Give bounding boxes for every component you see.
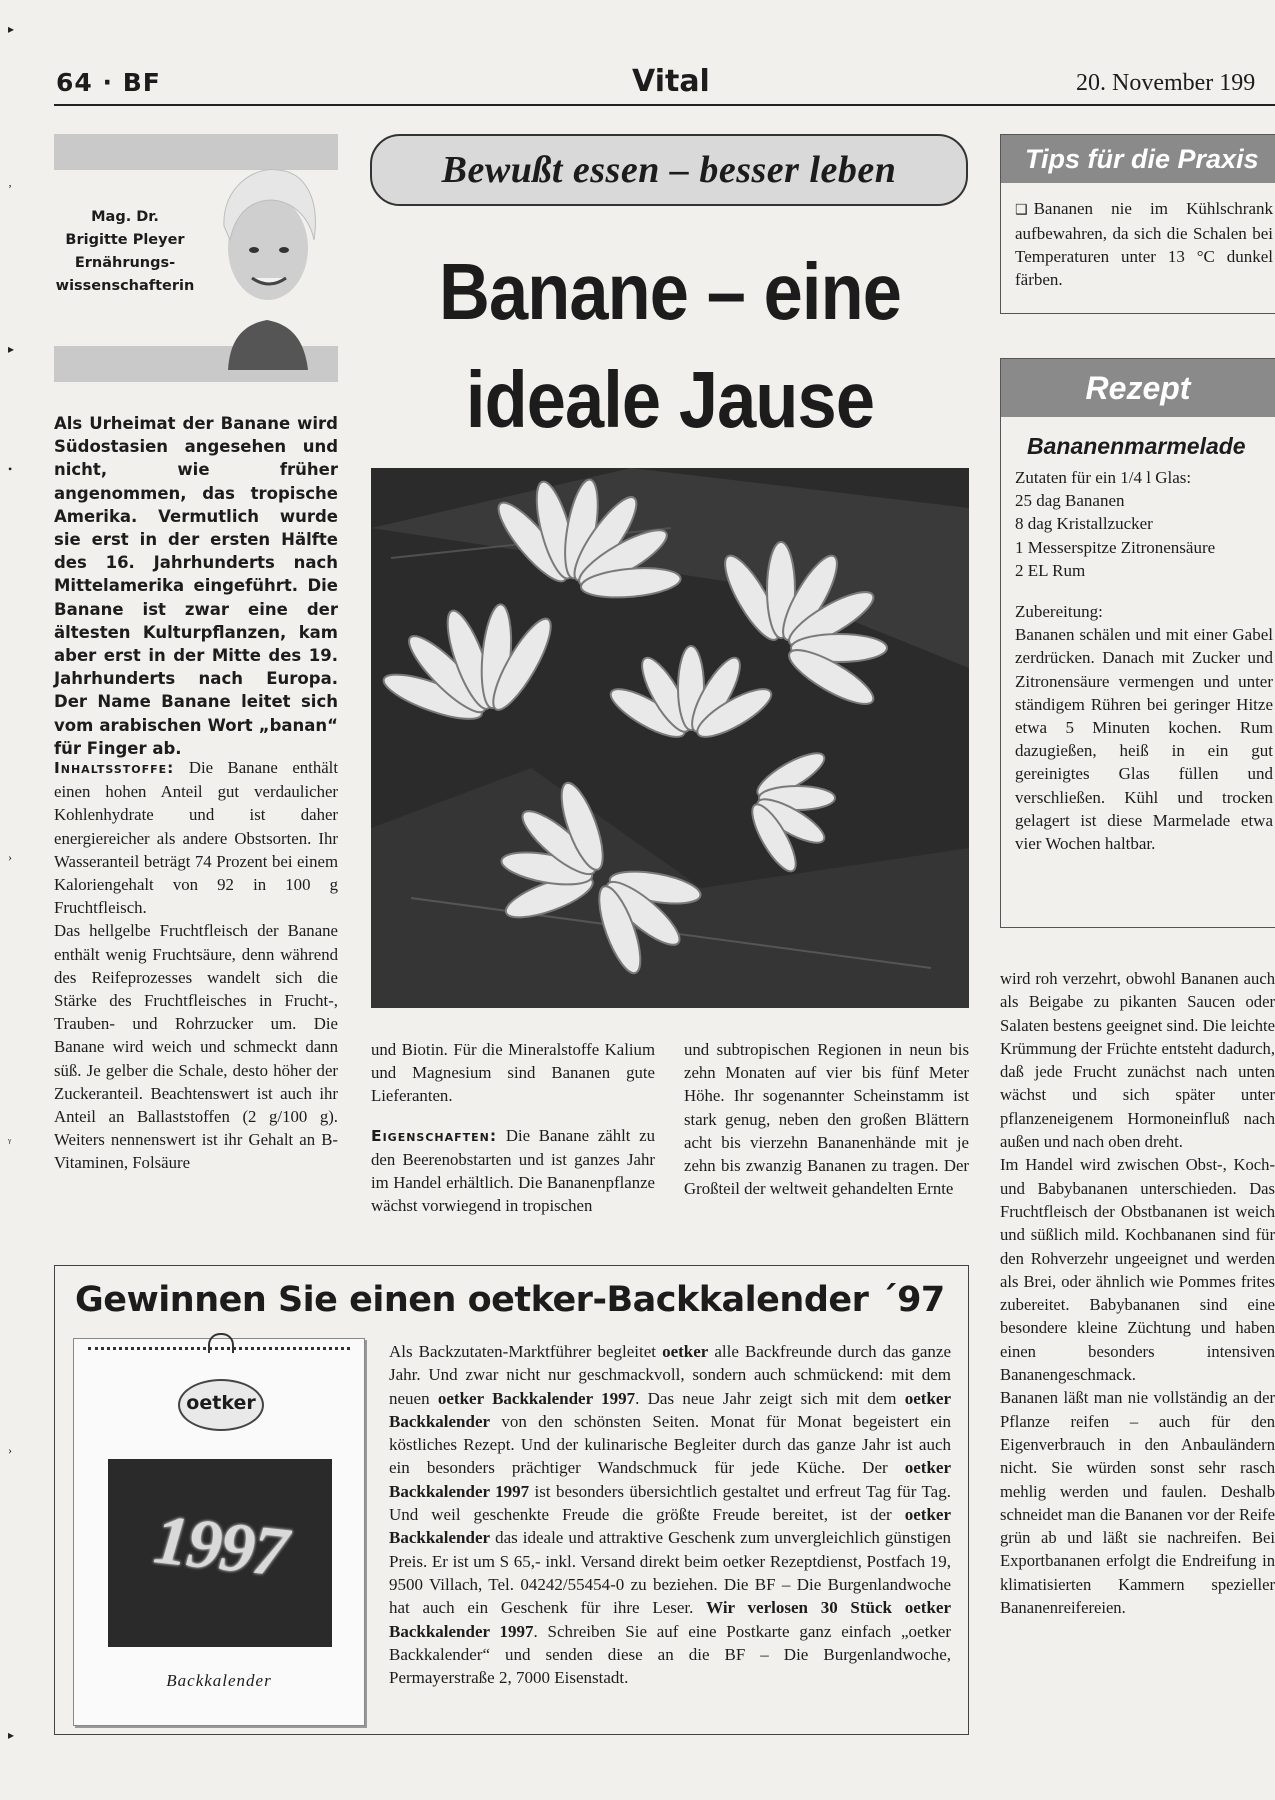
scan-edge-mark: ›	[8, 1443, 12, 1457]
scan-edge-mark: ▸	[8, 342, 15, 356]
prep-text: Bananen schälen und mit einer Gabel zerdrücken. Danach mit Zucker und Zitronensäure vermengen und unter ständigem Rühren bei geringer Hitze etwa 5 Minuten kochen. Rum dazugießen, heiß in ein gut gereinigtes Glas füllen und verschließen. Kühl und trocken gelagert ist diese Marmelade etwa vier Wochen haltbar.	[1015, 625, 1273, 854]
inhalt-label: Inhaltsstoffe:	[54, 759, 175, 777]
promo-bold: Wir verlosen 30 Stück oetker Backkalender 1997	[389, 1598, 951, 1641]
oetker-logo	[178, 1379, 264, 1431]
promo-text-part: ist besonders übersichtlich gestaltet und erfreut Tag für Tag. Und weil geschenkte Freude die größte Freude bereitet, ist der	[389, 1481, 951, 1525]
scan-edge-mark: ▸	[8, 1728, 15, 1742]
recipe-title: Rezept	[1001, 359, 1275, 417]
right-column-body	[1000, 967, 1275, 1619]
scan-edge-mark: ▸	[8, 22, 15, 36]
lead-paragraph: Als Urheimat der Banane wird Südostasien angesehen und nicht, wie früher angenommen, das tropische Amerika. Vermutlich wurde sie erst in der ersten Hälfte des 16. Jahrhunderts nach Mittelamerika eingeführt. Die Banane ist zwar eine der ältesten Kulturpflanzen, kam aber erst in der Mitte des 19. Jahrhunderts nach Europa. Der Name Banane leitet sich vom arabischen Wort „banan“ für Finger ab.	[54, 414, 338, 758]
calendar-year-text: 1997	[150, 1501, 290, 1592]
promo-text-part: alle Backfreunde durch das ganze Jahr. Und zwar nicht nur geschmackvoll, sondern auch schmückend: mit dem neuen	[389, 1342, 951, 1408]
promo-bold: oetker Backkalender	[389, 1505, 951, 1548]
promo-bold: oetker Backkalender 1997	[389, 1458, 951, 1501]
headline-line2: ideale Jause	[465, 355, 875, 444]
promo-text-part: . Schreiben Sie auf eine Postkarte ganz einfach „oetker Backkalender“ und senden diese an die BF – Die Burgenlandwoche, Permayerstraße 2, 7000 Eisenstadt.	[389, 1621, 951, 1688]
banana-photo	[371, 468, 969, 1008]
issue-date: 20. November 199	[1076, 70, 1256, 96]
col3-paragraph: und subtropischen Regionen in neun bis zehn Monaten auf vier bis fünf Meter Höhe. Ihr sogenannter Scheinstamm ist stark genug, neben den großen Blättern acht bis vierzehn Bananenhände mit je zehn bis zwanzig Bananen zu tragen. Der Großteil der weltweit gehandelten Ernte	[684, 1040, 969, 1199]
scan-edge-mark: •	[8, 462, 13, 476]
page-label: 64 · BF	[56, 68, 161, 97]
promo-text-part: . Das neue Jahr zeigt sich mit dem	[635, 1388, 905, 1408]
promo-title: Gewinnen Sie einen oetker-Backkalender ´97	[75, 1280, 945, 1320]
scan-edge-mark: ʼ	[8, 182, 12, 196]
eigen-text: Die Banane zählt zu den Beerenobstarten und ist ganzes Jahr im Handel erhältlich. Die Bananenpflanze wächst vorwiegend in tropischen	[371, 1125, 655, 1216]
author-role-line2: wissenschafterin	[55, 278, 195, 294]
recipe-name: Bananenmarmelade	[1027, 433, 1246, 459]
calendar-picture	[108, 1459, 332, 1647]
author-name-line1: Mag. Dr.	[91, 209, 159, 225]
author-box	[54, 134, 338, 382]
col2-paragraph: und Biotin. Für die Mineralstoffe Kalium und Magnesium sind Bananen gute Lieferanten.	[371, 1040, 655, 1106]
calendar-label: Backkalender	[166, 1671, 272, 1690]
author-caption	[54, 206, 196, 298]
promo-text-part: von den schönsten Seiten. Monat für Monat begeistert ein köstliches Rezept. Und der kulinarische Begleiter durch das ganze Jahr ist auch ein besonders prächtiger Wandschmuck für jede Küche. Der	[389, 1411, 951, 1478]
promo-bold: oetker Backkalender 1997	[437, 1388, 636, 1408]
tips-text: Bananen nie im Kühlschrank aufbewahren, da sich die Schalen bei Temperaturen unter 13 °C dunkel färben.	[1015, 199, 1273, 289]
headline-line1: Banane – eine	[438, 247, 901, 336]
column-3-body	[684, 1038, 969, 1200]
calendar-image	[73, 1338, 365, 1726]
tips-box	[1000, 134, 1275, 314]
ingredient-item: 8 dag Kristallzucker	[1015, 514, 1153, 534]
ingredient-item: 1 Messerspitze Zitronensäure	[1015, 537, 1216, 557]
right-paragraph-2: Im Handel wird zwischen Obst-, Koch- und Babybananen unterschieden. Das Fruchtfleisch der Obstbananen ist weich und süßlich mild. Kochbananen sind für den Rohverzehr ungeeignet und werden als Brei, oder ähnlich wie Pommes frites zubereitet. Babybananen sind eine besondere kleine Züchtung und haben einen besonders intensiven Bananengeschmack.	[1000, 1155, 1275, 1385]
column-2-body	[371, 1038, 655, 1217]
promo-text-part: Als Backzutaten-Marktführer begleitet	[389, 1342, 663, 1361]
inhalt-text: Die Banane enthält einen hohen Anteil gut verdaulicher Kohlenhydrate und ist daher energiereicher als andere Obstsorten. Ihr Wasseranteil beträgt 74 Prozent bei einem Kaloriengehalt von 92 in 100 g Fruchtfleisch.	[54, 758, 338, 918]
oetker-logo-text: oetker	[186, 1392, 256, 1414]
promo-box	[54, 1265, 969, 1735]
hellgelb-paragraph: Das hellgelbe Fruchtfleisch der Banane enthält wenig Fruchtsäure, denn während des Reifeprozesses wandelt sich die Stärke des Fruchtfleisches in Frucht-, Trauben- und Rohrzucker um. Die Banane wird weich und schmeckt dann süß. Je gelber die Schale, desto höher der Zuckeranteil. Beachtenswert ist auch ihr Anteil an Ballaststoffen (2 g/100 g). Weiters nennenswert ist ihr Gehalt an B-Vitaminen, Folsäure	[54, 921, 338, 1173]
inhalt-paragraph	[54, 756, 338, 919]
recipe-box	[1000, 358, 1275, 928]
author-portrait	[196, 156, 338, 370]
headline	[406, 238, 934, 454]
author-role-line1: Ernährungs-	[74, 255, 176, 271]
checkbox-icon: ❑	[1015, 202, 1028, 218]
tips-text-wrap	[1001, 183, 1273, 291]
promo-bold: oetker Backkalender	[389, 1388, 952, 1431]
right-paragraph-1: wird roh verzehrt, obwohl Bananen auch als Beigabe zu pikanten Saucen oder Salaten bestens geeignet sind. Die leichte Krümmung der Früchte entsteht dadurch, daß jede Frucht zunächst nach unten wächst und sich später unter pflanzeneigenem Hormoneinfluß nach außen und nach oben dreht.	[1000, 969, 1275, 1152]
right-paragraph-3: Bananen läßt man nie vollständig an der Pflanze reifen – auch für den Eigenverbrauch in den Anbauländern nicht. Sie würden sonst sehr rasch mehlig werden und faulen. Deshalb schneidet man die Bananen vor der Reife grün ab und läßt sie nachreifen. Bei Exportbananen erfolgt die Endreifung in klimatisierten Kammern spezieller Bananenreifereien.	[1000, 1388, 1275, 1618]
kicker-text: Bewußt essen – besser leben	[441, 149, 897, 191]
calendar-hanger	[208, 1333, 234, 1353]
header-rule	[54, 104, 1275, 106]
tips-title: Tips für die Praxis	[1001, 135, 1275, 183]
scan-edge-mark: ›	[8, 850, 12, 864]
recipe-body	[1015, 466, 1273, 855]
left-column-body	[54, 756, 338, 1175]
promo-text	[389, 1340, 951, 1689]
promo-text-part: das ideale und attraktive Geschenk zum unvergleichlich günstigen Preis. Er ist um S 65,- inkl. Versand direkt beim oetker Rezeptdienst, Postfach 19, 9500 Villach, Tel. 04242/55454-0 zu beziehen. Die BF – Die Burgenlandwoche hat auch ein Geschenk für ihre Leser.	[389, 1528, 951, 1618]
eigen-label: Eigenschaften:	[371, 1126, 498, 1145]
ingredient-item: 25 dag Bananen	[1015, 491, 1125, 511]
eigen-paragraph	[371, 1124, 655, 1218]
kicker-banner	[370, 134, 968, 206]
ingredient-item: 2 EL Rum	[1015, 560, 1086, 580]
author-name-line2: Brigitte Pleyer	[65, 232, 185, 248]
ingredients-heading: Zutaten für ein 1/4 l Glas:	[1015, 468, 1192, 487]
section-title: Vital	[632, 64, 710, 99]
scan-edge-mark: ᵞ	[8, 1135, 12, 1149]
prep-heading: Zubereitung:	[1015, 602, 1103, 622]
promo-bold: oetker	[662, 1342, 709, 1361]
